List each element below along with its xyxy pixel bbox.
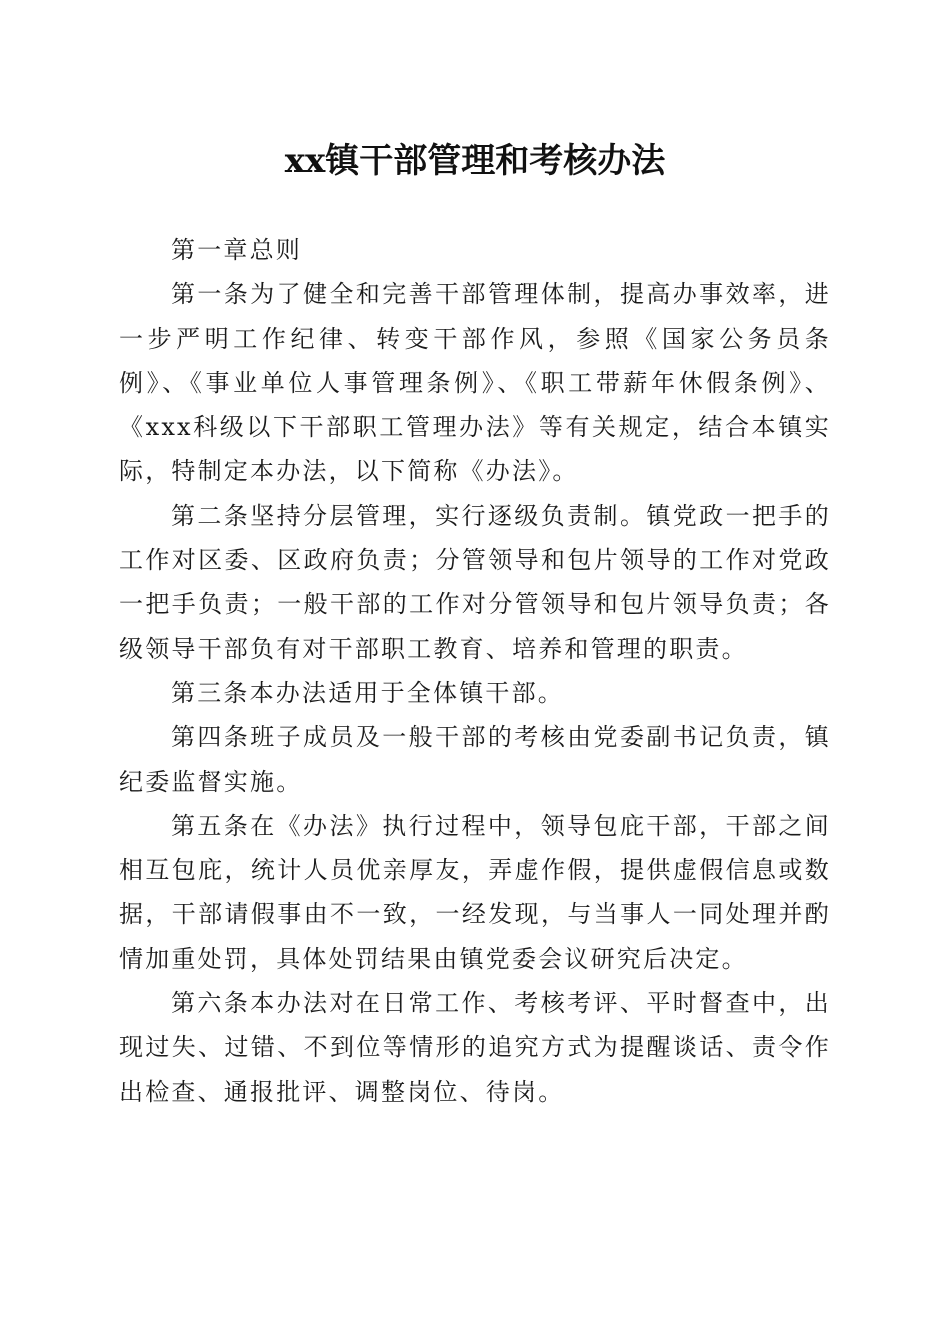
chapter-heading: 第一章总则 [171, 236, 302, 264]
document-title: xx镇干部管理和考核办法 [284, 141, 666, 181]
article-2-paragraph: 第二条坚持分层管理，实行逐级负责制。镇党政一把手的工作对区委、区政府负责；分管领导和包片领导的工作对党政一把手负责；一般干部的工作对分管领导和包片领导负责；各级领导干部负有对干部职工教育、培养和管理的职责。 [119, 501, 831, 663]
article-6-paragraph: 第六条本办法对在日常工作、考核考评、平时督查中，出现过失、过错、不到位等情形的追究方式为提醒谈话、责令作出检查、通报批评、调整岗位、待岗。 [119, 989, 831, 1106]
article-5-paragraph: 第五条在《办法》执行过程中，领导包庇干部，干部之间相互包庇，统计人员优亲厚友，弄虚作假，提供虚假信息或数据，干部请假事由不一致，一经发现，与当事人一同处理并酌情加重处罚，具体处罚结果由镇党委会议研究后决定。 [119, 811, 831, 973]
article-3-paragraph: 第三条本办法适用于全体镇干部。 [171, 678, 564, 707]
article-1-paragraph: 第一条为了健全和完善干部管理体制，提高办事效率，进一步严明工作纪律、转变干部作风，参照《国家公务员条例》、《事业单位人事管理条例》、《职工带薪年休假条例》、《xxx科级以下干部职工管理办法》等有关规定，结合本镇实际，特制定本办法，以下简称《办法》。 [119, 280, 831, 486]
article-4-paragraph: 第四条班子成员及一般干部的考核由党委副书记负责，镇纪委监督实施。 [119, 723, 831, 796]
document-body [119, 228, 831, 1114]
